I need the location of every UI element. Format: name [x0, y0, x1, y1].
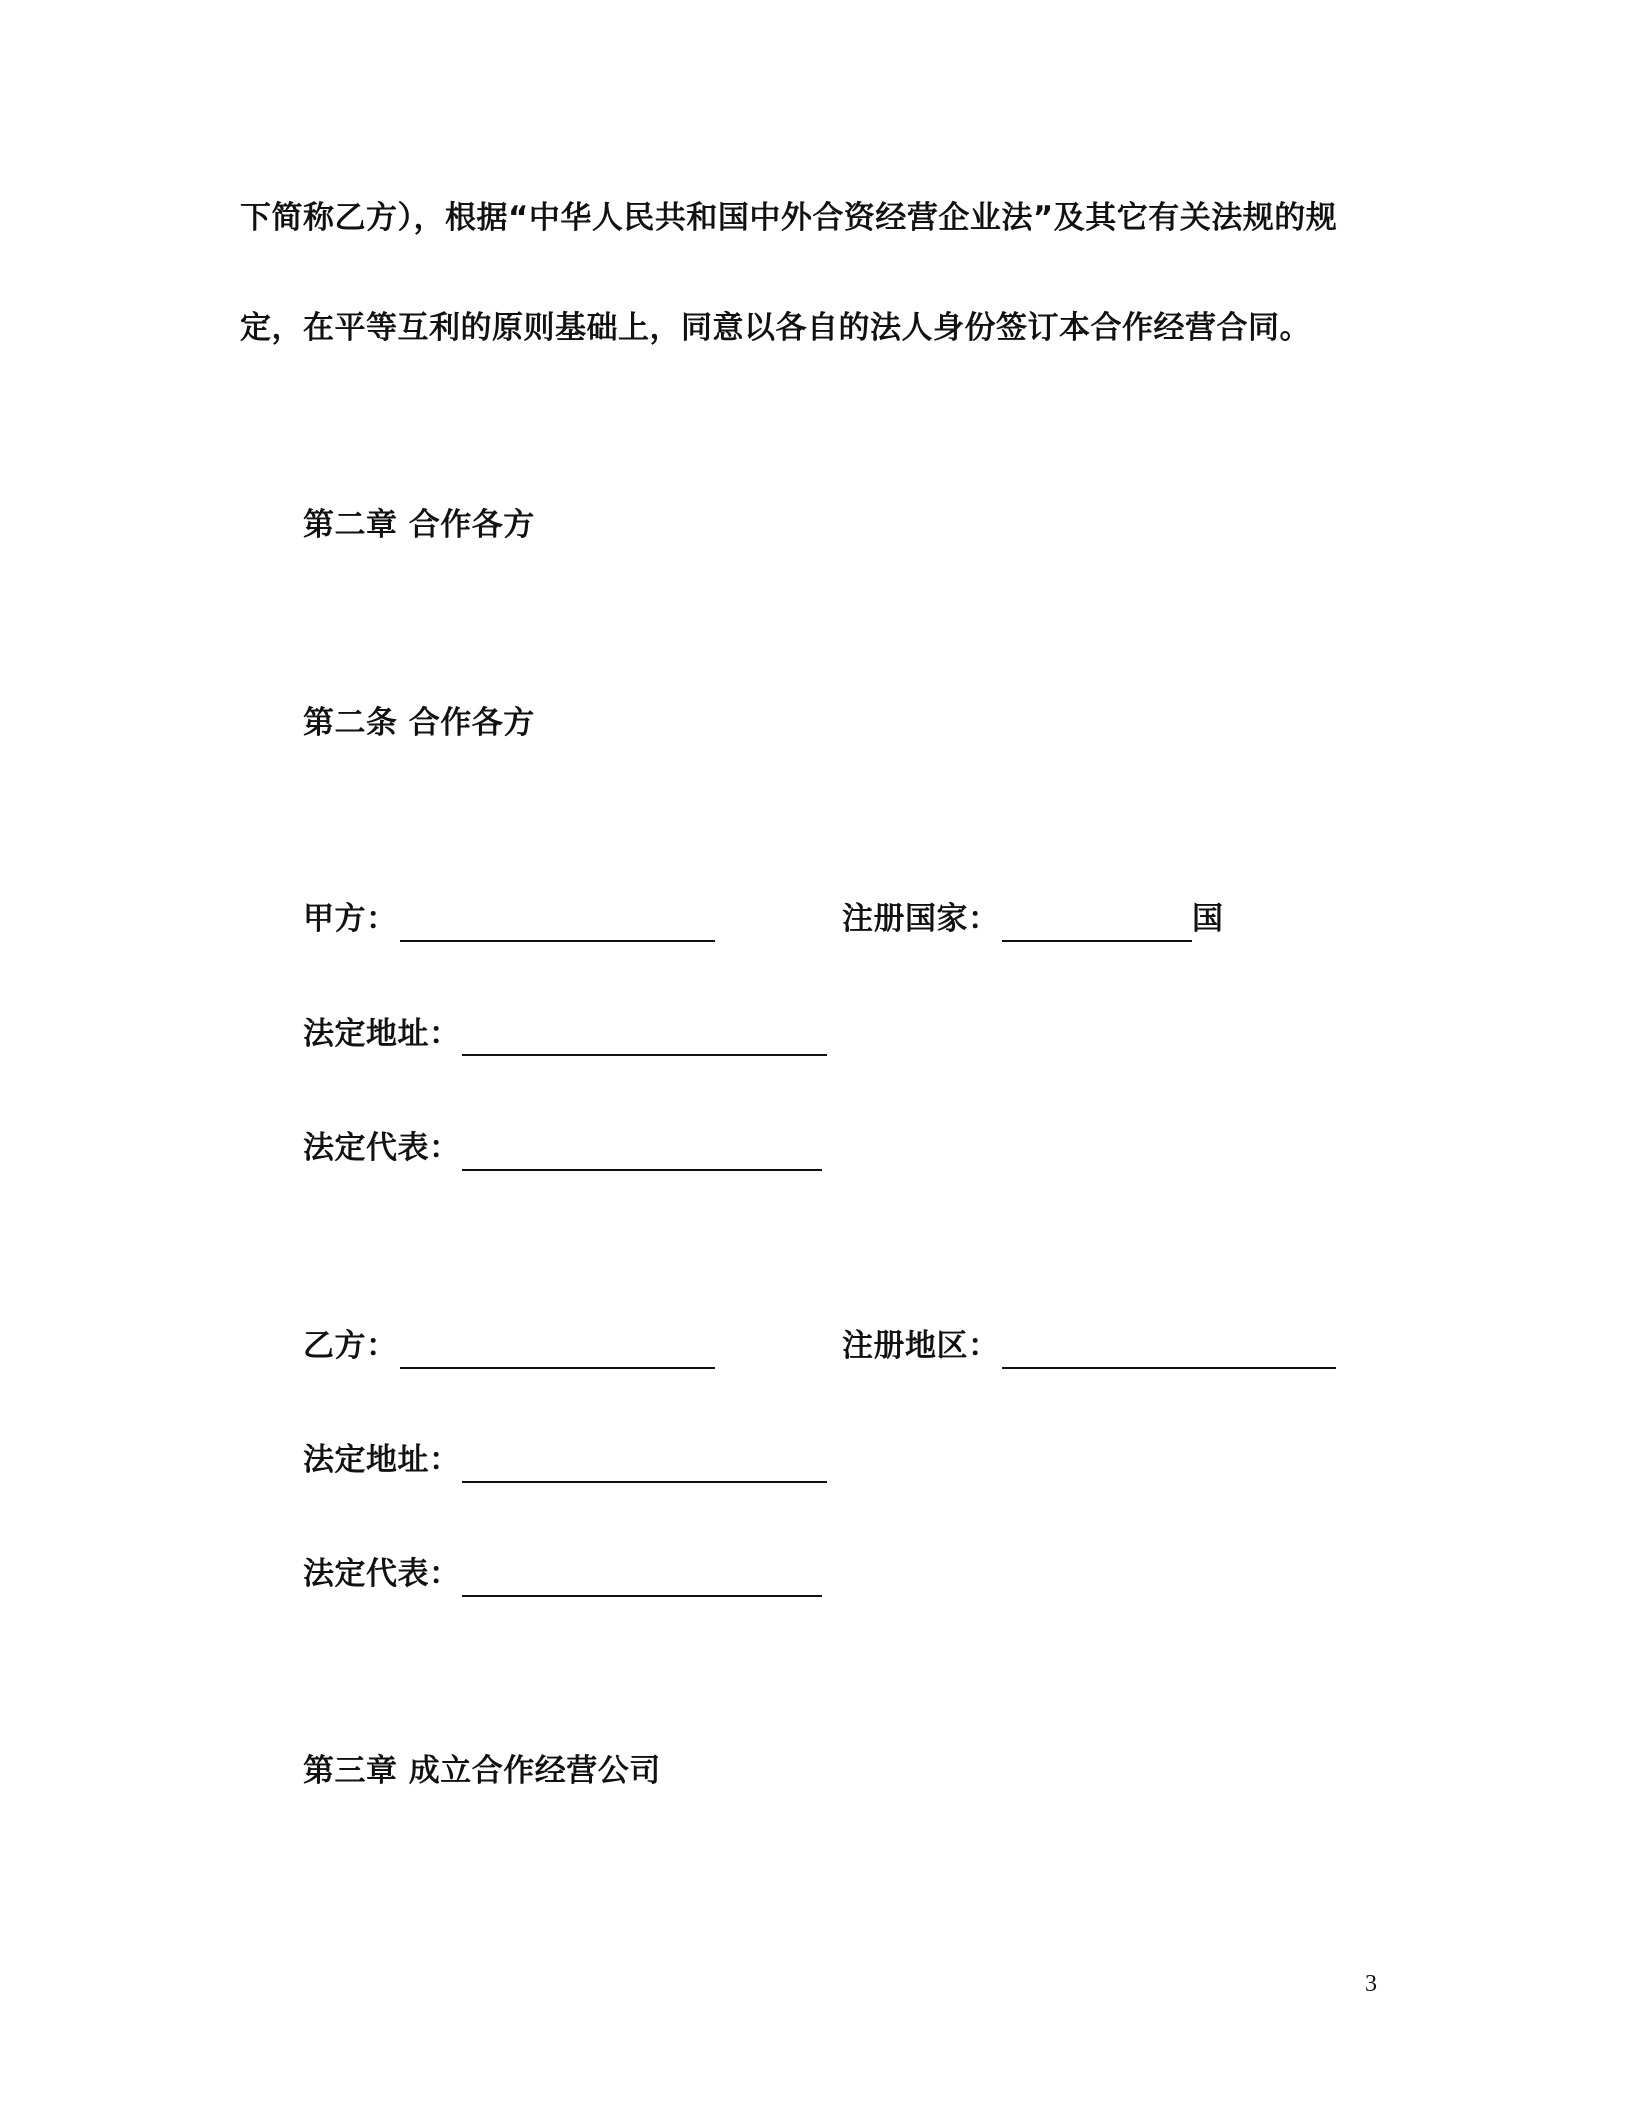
- party-a-country-blank: [1002, 940, 1192, 942]
- intro-line-1: 下简称乙方），根据“中华人民共和国中外合资经营企业法”及其它有关法规的规: [240, 200, 1338, 236]
- party-b-address-blank: [462, 1481, 827, 1483]
- party-b-region-label: 注册地区：: [842, 1328, 1000, 1364]
- party-a-label: 甲方：: [303, 901, 398, 937]
- party-a-name-blank: [400, 940, 715, 942]
- party-a-country-suffix: 国: [1192, 901, 1224, 937]
- party-b-rep-label: 法定代表：: [303, 1556, 461, 1592]
- chapter-2-heading: 第二章 合作各方: [303, 507, 535, 543]
- party-b-name-blank: [400, 1367, 715, 1369]
- party-b-label: 乙方：: [303, 1328, 398, 1364]
- party-a-country-label: 注册国家：: [842, 901, 1000, 937]
- page-number: 3: [1365, 1971, 1377, 1997]
- party-a-rep-blank: [462, 1169, 822, 1171]
- chapter-3-heading: 第三章 成立合作经营公司: [303, 1753, 661, 1789]
- party-a-address-label: 法定地址：: [303, 1016, 461, 1052]
- party-a-address-blank: [462, 1054, 827, 1056]
- party-a-rep-label: 法定代表：: [303, 1130, 461, 1166]
- party-b-rep-blank: [462, 1595, 822, 1597]
- intro-line-2: 定，在平等互利的原则基础上，同意以各自的法人身份签订本合作经营合同。: [240, 310, 1311, 346]
- article-2-heading: 第二条 合作各方: [303, 705, 535, 741]
- party-b-region-blank: [1002, 1367, 1336, 1369]
- party-b-address-label: 法定地址：: [303, 1442, 461, 1478]
